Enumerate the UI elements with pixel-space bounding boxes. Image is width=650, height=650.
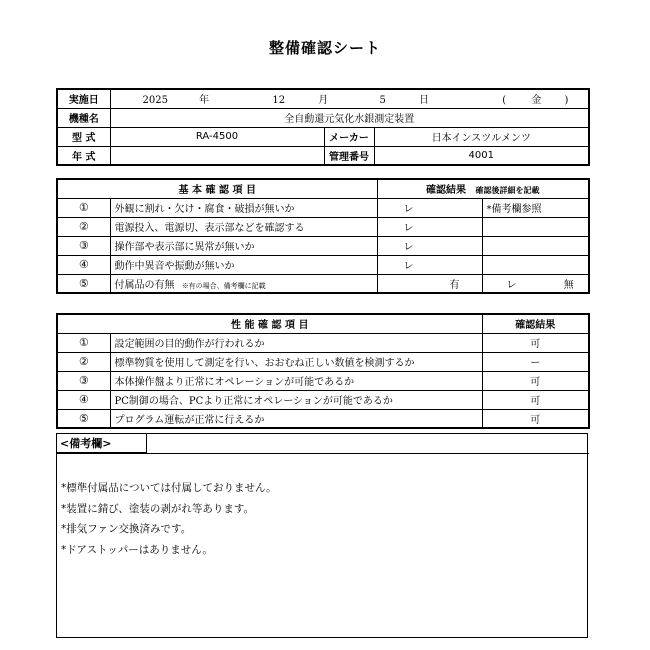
- basic-no-2: ②: [57, 217, 110, 236]
- list-item: *ドアストッパーはありません。: [61, 543, 213, 556]
- perf-no-3: ③: [57, 371, 110, 390]
- basic-item-5-text: 付属品の有無: [114, 279, 175, 291]
- basic-item-5-result: [482, 274, 589, 293]
- type-label: 型 式: [57, 127, 110, 146]
- basic-no-4: ④: [57, 255, 110, 274]
- table-row: [57, 390, 589, 409]
- basic-check-1: レ: [377, 198, 482, 217]
- basic-result-note: 確認後詳細を記載: [475, 186, 540, 196]
- table-row: [57, 198, 589, 217]
- basic-item-2: 電源投入、電源切、表示部などを確認する: [110, 217, 377, 236]
- basic-note-1: *備考欄参照: [482, 198, 589, 217]
- performance-check-table: [56, 313, 590, 429]
- page-title: 整備確認シート: [268, 39, 381, 57]
- perf-result-5: 可: [482, 409, 589, 428]
- mgmt-value: 4001: [374, 146, 589, 165]
- basic-item-5: [110, 274, 377, 293]
- perf-item-5: プログラム運転が正常に行えるか: [110, 409, 482, 428]
- remarks-header: <備考欄>: [57, 434, 147, 453]
- perf-result-1: 可: [482, 333, 589, 352]
- day-value: 5: [379, 95, 386, 107]
- list-item: *装置に錆び、塗装の剥がれ等あります。: [61, 502, 254, 515]
- perf-item-1: 設定範囲の目的動作が行われるか: [110, 333, 482, 352]
- date-label: 実施日: [57, 89, 110, 108]
- weekday-value: 金: [531, 95, 542, 107]
- basic-note-2: [482, 217, 589, 236]
- perf-result-3: 可: [482, 371, 589, 390]
- basic-item-1: 外観に割れ・欠け・腐食・破損が無いか: [110, 198, 377, 217]
- month-value: 12: [272, 95, 286, 107]
- basic-no-3: ③: [57, 236, 110, 255]
- basic-no-1: ①: [57, 198, 110, 217]
- list-item: *排気ファン交換済みです。: [61, 523, 192, 535]
- remarks-box: [56, 433, 588, 638]
- table-row: [57, 274, 589, 293]
- day-unit: 日: [419, 95, 429, 107]
- perf-no-1: ①: [57, 333, 110, 352]
- perf-result-4: 可: [482, 390, 589, 409]
- perf-no-4: ④: [57, 390, 110, 409]
- basic-note-3: [482, 236, 589, 255]
- performance-header: 性 能 確 認 項 目: [57, 314, 482, 333]
- year-model-label: 年 式: [57, 146, 110, 165]
- basic-result-header: [377, 179, 589, 198]
- weekday-open: (: [502, 95, 507, 107]
- remarks-list: [61, 478, 277, 560]
- table-row: [57, 409, 589, 428]
- basic-item-5-yes: 有: [377, 274, 482, 293]
- list-item: *標準付属品については付属しておりません。: [61, 482, 277, 494]
- remarks-divider: [57, 453, 589, 454]
- basic-item-5-check: レ: [506, 279, 517, 291]
- date-value: [110, 89, 589, 108]
- basic-check-2: レ: [377, 217, 482, 236]
- type-value: RA-4500: [110, 127, 324, 146]
- table-row: [57, 333, 589, 352]
- basic-item-5-note: ※有の場合、備考欄に記載: [181, 281, 266, 290]
- basic-no-5: ⑤: [57, 274, 110, 293]
- perf-no-2: ②: [57, 352, 110, 371]
- model-name-value: 全自動還元気化水銀測定装置: [110, 108, 589, 127]
- table-row: [57, 217, 589, 236]
- maker-value: 日本インスツルメンツ: [374, 127, 589, 146]
- mgmt-label: 管理番号: [324, 146, 374, 165]
- performance-result-header: 確認結果: [482, 314, 589, 333]
- basic-item-4: 動作中異音や振動が無いか: [110, 255, 377, 274]
- basic-check-3: レ: [377, 236, 482, 255]
- model-name-label: 機種名: [57, 108, 110, 127]
- year-unit: 年: [199, 95, 210, 107]
- perf-item-3: 本体操作盤より正常にオペレーションが可能であるか: [110, 371, 482, 390]
- basic-item-3: 操作部や表示部に異常が無いか: [110, 236, 377, 255]
- basic-item-5-no: 無: [563, 279, 574, 291]
- basic-check-table: [56, 178, 590, 294]
- perf-item-2: 標準物質を使用して測定を行い、おおむね正しい数値を検測するか: [110, 352, 482, 371]
- basic-note-4: [482, 255, 589, 274]
- weekday-close: ): [564, 95, 569, 107]
- perf-item-4: PC制御の場合、PCより正常にオペレーションが可能であるか: [110, 390, 482, 409]
- table-row: [57, 371, 589, 390]
- table-row: [57, 236, 589, 255]
- table-row: [57, 255, 589, 274]
- basic-header: 基 本 確 認 項 目: [57, 179, 377, 198]
- year-value: 2025: [142, 95, 168, 107]
- perf-no-5: ⑤: [57, 409, 110, 428]
- year-model-value: [110, 146, 324, 165]
- maker-label: メーカー: [324, 127, 374, 146]
- table-row: [57, 352, 589, 371]
- basic-check-4: レ: [377, 255, 482, 274]
- basic-result-title: 確認結果: [426, 185, 467, 197]
- month-unit: 月: [318, 95, 329, 107]
- perf-result-2: ー: [482, 352, 589, 371]
- info-table: [56, 88, 590, 166]
